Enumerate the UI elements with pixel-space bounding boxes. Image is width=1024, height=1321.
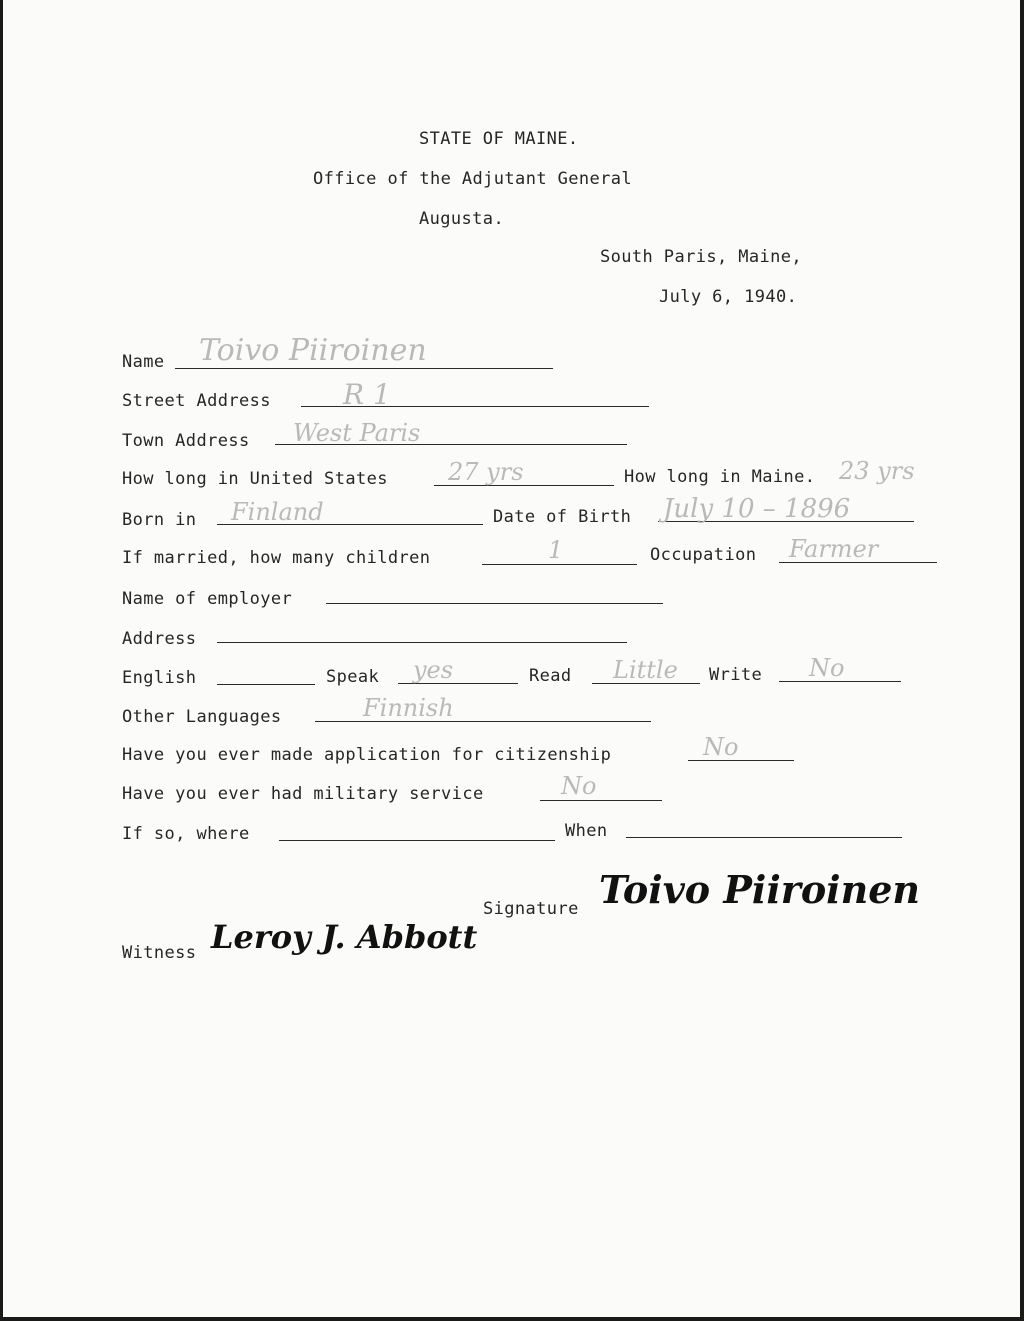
where-line[interactable] [279,840,555,841]
military-label: Have you ever had military service [122,784,484,804]
us-value: 27 yrs [448,458,524,486]
us-label: How long in United States [122,469,388,489]
born-value: Finland [231,498,324,526]
read-value: Little [613,656,678,684]
write-label: Write [709,665,763,685]
signature-label: Signature [483,899,579,919]
town-label: Town Address [122,431,250,451]
citizenship-label: Have you ever made application for citizenship [122,745,612,765]
citizenship-value: No [703,733,739,761]
address-line[interactable] [217,642,627,643]
when-label: When [565,821,608,841]
signature: Toivo Piiroinen [599,867,921,912]
witness-label: Witness [122,943,197,963]
office-heading: Office of the Adjutant General [313,169,633,189]
name-label: Name [122,352,165,372]
dob-label: Date of Birth [493,507,632,527]
date-line: July 6, 1940. [659,287,798,307]
employer-line[interactable] [326,603,663,604]
write-value: No [809,654,845,682]
military-line[interactable] [540,800,662,801]
children-line[interactable] [482,564,637,565]
street-label: Street Address [122,391,271,411]
name-line[interactable] [175,368,553,369]
speak-label: Speak [326,667,380,687]
military-value: No [561,772,597,800]
read-label: Read [529,666,572,686]
street-value: R 1 [343,378,391,411]
employer-label: Name of employer [122,589,293,609]
languages-value: Finnish [363,694,454,722]
town-value: West Paris [293,419,421,447]
english-label: English [122,668,197,688]
maine-label: How long in Maine. [624,467,816,487]
children-value: 1 [548,536,564,564]
maine-value: 23 yrs [839,457,915,485]
witness-signature: Leroy J. Abbott [211,918,478,956]
languages-label: Other Languages [122,707,282,727]
when-line[interactable] [626,837,902,838]
dob-value: July 10 – 1896 [663,494,851,524]
english-line[interactable] [217,684,315,685]
document-page [3,0,1020,1317]
children-label: If married, how many children [122,548,431,568]
where-label: If so, where [122,824,250,844]
state-heading: STATE OF MAINE. [419,129,579,149]
speak-value: yes [413,656,454,684]
city-heading: Augusta. [419,209,505,229]
born-label: Born in [122,510,197,530]
name-value: Toivo Piiroinen [199,333,427,368]
address-label: Address [122,629,197,649]
occupation-value: Farmer [789,535,879,563]
occupation-label: Occupation [650,545,757,565]
place-line: South Paris, Maine, [600,247,803,267]
